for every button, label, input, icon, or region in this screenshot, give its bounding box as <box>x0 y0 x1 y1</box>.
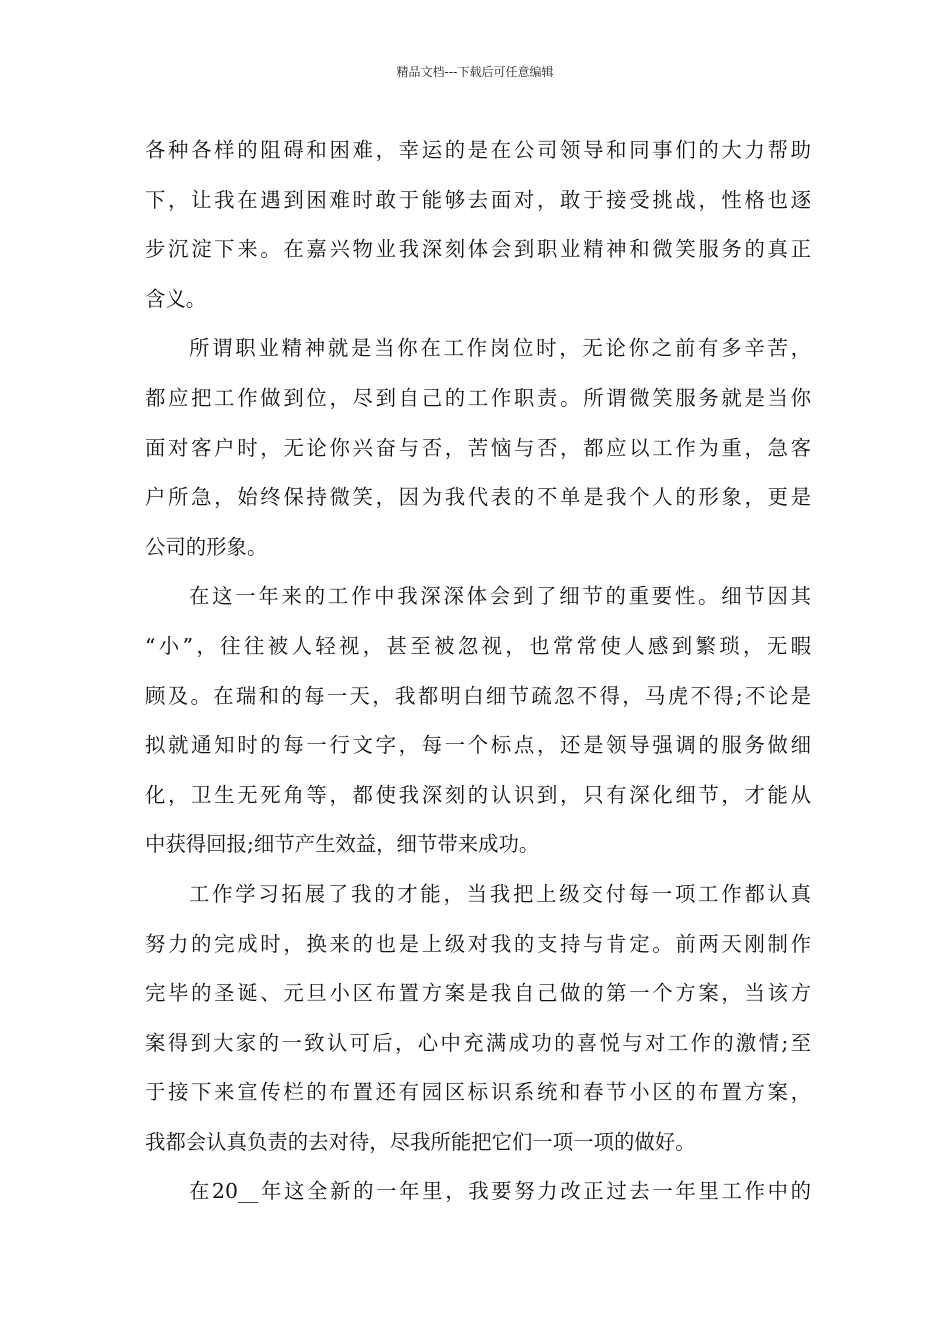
text-line: 案得到大家的一致认可后，心中充满成功的喜悦与对工作的激情;至 <box>145 1030 811 1055</box>
text-line: 公司的形象。 <box>145 534 268 559</box>
text-line: 中获得回报;细节产生效益，细节带来成功。 <box>145 832 540 857</box>
text-line: “小”，往往被人轻视，甚至被忽视，也常常使人感到繁琐，无暇 <box>145 633 811 658</box>
text-line: 各种各样的阻碍和困难，幸运的是在公司领导和同事们的大力帮助 <box>145 138 811 162</box>
text-line: 户所急，始终保持微笑，因为我代表的不单是我个人的形象，更是 <box>145 485 811 510</box>
text-line: 都应把工作做到位，尽到自己的工作职责。所谓微笑服务就是当你 <box>145 385 811 410</box>
text-line: 化，卫生无死角等，都使我深刻的认识到，只有深化细节，才能从 <box>145 782 811 807</box>
text-line: 我都会认真负责的去对待，尽我所能把它们一项一项的做好。 <box>145 1129 696 1154</box>
text-line: 在这一年来的工作中我深深体会到了细节的重要性。细节因其 <box>189 584 811 609</box>
paragraph <box>145 572 811 870</box>
text-line: 拟就通知时的每一行文字，每一个标点，还是领导强调的服务做细 <box>145 733 811 758</box>
text-line: 完毕的圣诞、元旦小区布置方案是我自己做的第一个方案，当该方 <box>145 981 811 1006</box>
paragraph <box>145 324 811 572</box>
text-line: 努力的完成时，换来的也是上级对我的支持与肯定。前两天刚制作 <box>145 931 811 956</box>
text-line: 面对客户时，无论你兴奋与否，苦恼与否，都应以工作为重，急客 <box>145 435 811 460</box>
paragraph <box>145 870 811 1168</box>
text-line: 下，让我在遇到困难时敢于能够去面对，敢于接受挑战，性格也逐 <box>145 187 811 212</box>
text-line: 含义。 <box>145 286 207 311</box>
document-body <box>145 126 811 1217</box>
text-line: 于接下来宣传栏的布置还有园区标识系统和春节小区的布置方案， <box>145 1080 811 1105</box>
text-line: 在20__年这全新的一年里，我要努力改正过去一年里工作中的 <box>189 1179 811 1204</box>
text-line: 工作学习拓展了我的才能，当我把上级交付每一项工作都认真 <box>189 881 811 906</box>
text-line: 步沉淀下来。在嘉兴物业我深刻体会到职业精神和微笑服务的真正 <box>145 237 811 262</box>
text-line: 所谓职业精神就是当你在工作岗位时，无论你之前有多辛苦， <box>189 336 811 361</box>
page-header: 精品文档---下载后可任意编辑 <box>396 65 554 79</box>
text-line: 顾及。在瑞和的每一天，我都明白细节疏忽不得，马虎不得;不论是 <box>145 683 811 708</box>
paragraph <box>145 1167 811 1217</box>
paragraph <box>145 126 811 324</box>
